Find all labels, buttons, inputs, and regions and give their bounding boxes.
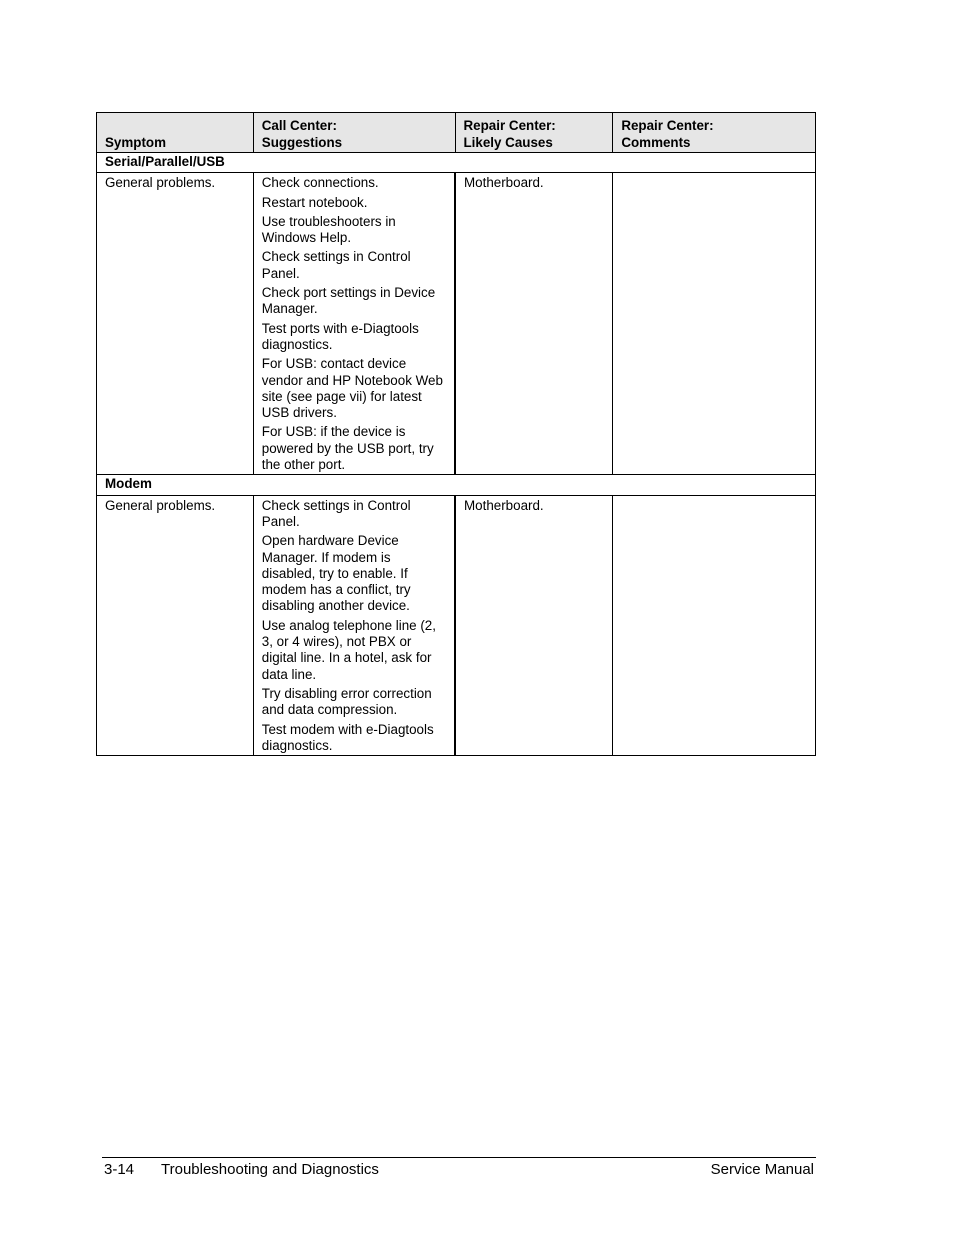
header-repair-comments: [613, 113, 816, 153]
header-suggestions-line1: Call Center:: [261, 118, 337, 134]
header-symptom: [97, 113, 254, 153]
header-symptom-line2: Symptom: [105, 134, 167, 150]
likely-causes-cell: Motherboard.: [455, 495, 613, 755]
footer-manual-title: Service Manual: [710, 1161, 814, 1178]
section-row-serial-parallel-usb: [97, 153, 816, 173]
troubleshooting-table: [96, 112, 816, 756]
comments-cell: [613, 495, 816, 755]
header-call-center-suggestions: [253, 113, 455, 153]
suggestion-item: Open hardware Device Manager. If modem is disabled, try to enable. If modem has a conflict, try disabling another device.: [261, 533, 411, 614]
suggestion-item: Check settings in Control Panel.: [261, 497, 411, 529]
suggestion-item: For USB: contact device vendor and HP Notebook Web site (see page vii) for latest USB drivers.: [261, 356, 443, 421]
table-header-row: [97, 113, 816, 153]
header-comments-line2: Comments: [621, 134, 691, 150]
header-repair-likely-causes: [455, 113, 613, 153]
likely-causes-cell: Motherboard.: [455, 173, 613, 475]
suggestion-item: Check settings in Control Panel.: [261, 249, 411, 281]
header-causes-line2: Likely Causes: [463, 134, 553, 150]
footer-page-number: 3-14: [104, 1161, 135, 1178]
section-row-modem: [97, 475, 816, 495]
comments-cell: [613, 173, 816, 475]
symptom-cell: General problems.: [97, 173, 254, 475]
section-title: Serial/Parallel/USB: [97, 153, 816, 173]
suggestion-item: Test modem with e-Diagtools diagnostics.: [261, 721, 434, 753]
suggestion-item: For USB: if the device is powered by the USB port, try the other port.: [261, 424, 434, 473]
suggestion-item: Check connections.: [261, 175, 379, 191]
suggestion-item: Try disabling error correction and data compression.: [261, 685, 432, 718]
suggestions-cell: [253, 173, 455, 475]
suggestions-cell: [253, 495, 455, 755]
header-causes-line1: Repair Center:: [463, 118, 556, 134]
table-row: [97, 495, 816, 755]
table-row: [97, 173, 816, 475]
footer-chapter-title: Troubleshooting and Diagnostics: [161, 1161, 379, 1178]
suggestion-item: Check port settings in Device Manager.: [261, 285, 436, 317]
suggestion-item: Use analog telephone line (2, 3, or 4 wires), not PBX or digital line. In a hotel, ask for data line.: [261, 617, 436, 682]
footer-divider: [102, 1157, 816, 1158]
suggestion-item: Use troubleshooters in Windows Help.: [261, 213, 396, 246]
header-suggestions-line2: Suggestions: [261, 134, 343, 150]
suggestion-item: Test ports with e-Diagtools diagnostics.: [261, 320, 419, 352]
header-comments-line1: Repair Center:: [621, 118, 714, 134]
symptom-cell: General problems.: [97, 495, 254, 755]
section-title: Modem: [97, 475, 816, 495]
suggestion-item: Restart notebook.: [261, 194, 368, 210]
